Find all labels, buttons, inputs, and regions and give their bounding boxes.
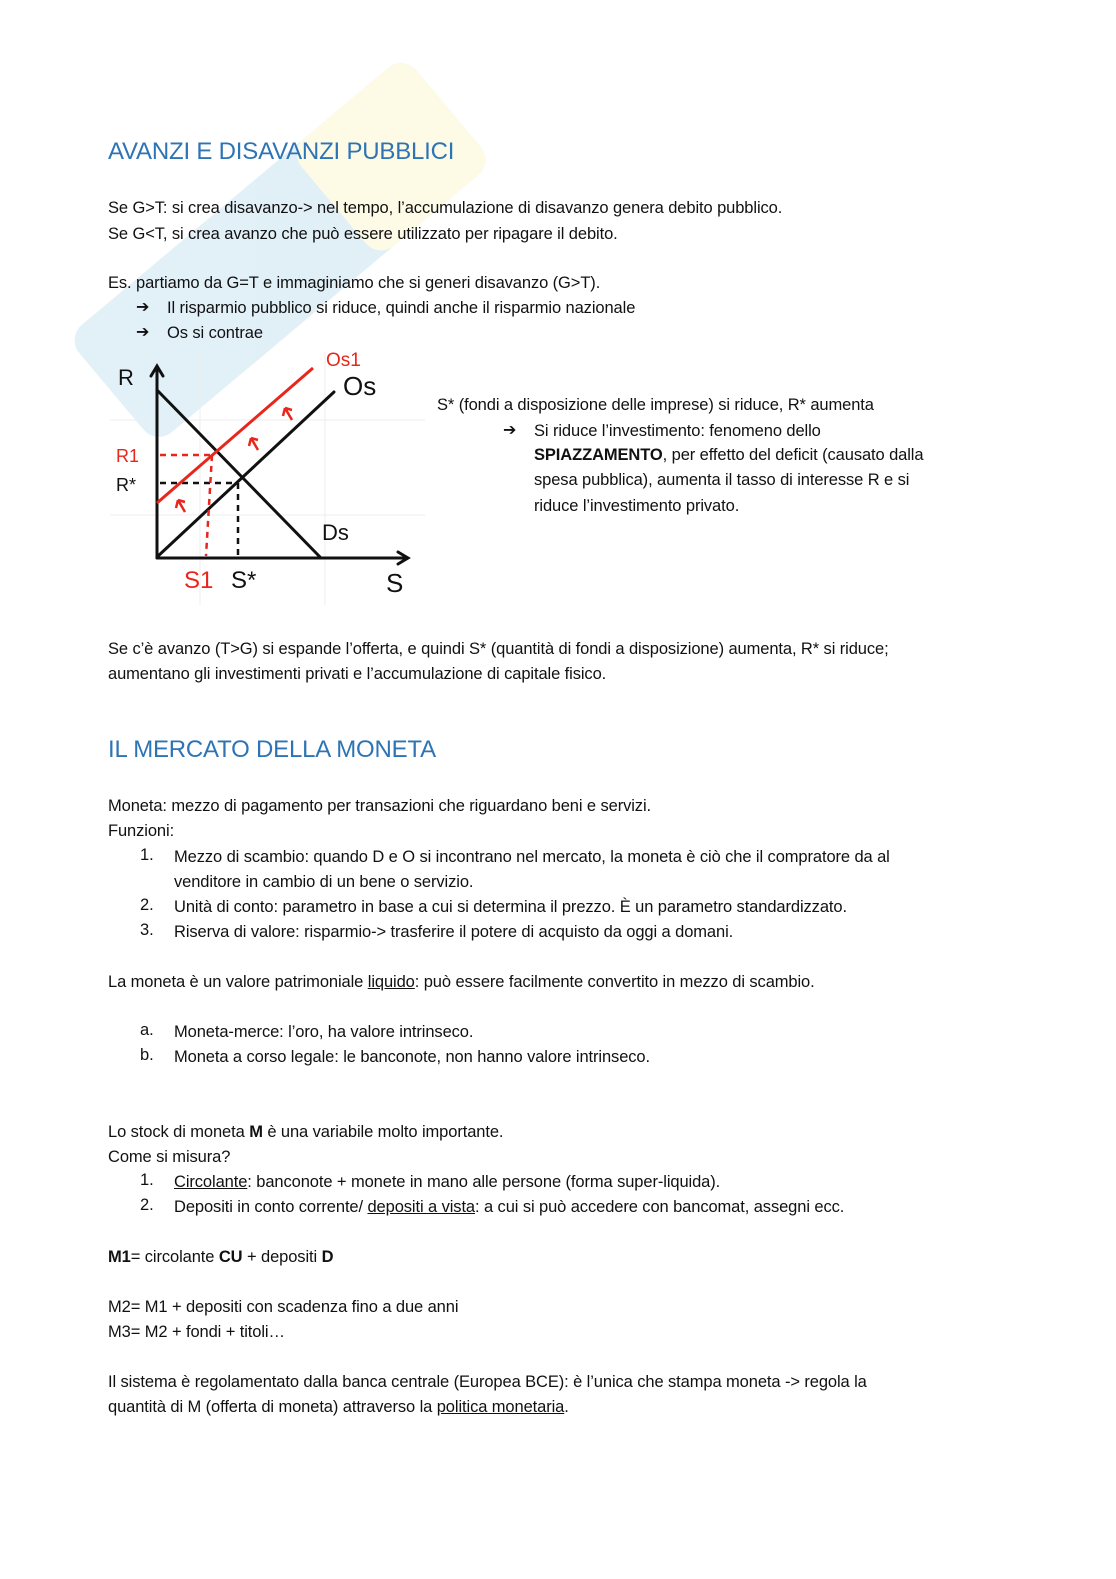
x-axis-label: S bbox=[386, 568, 404, 598]
list-item: Il risparmio pubblico si riduce, quindi anche il risparmio nazionale bbox=[167, 299, 636, 317]
list-item-line: riduce l’investimento privato. bbox=[534, 497, 740, 515]
list-item bbox=[174, 1171, 720, 1193]
underlined-term: politica monetaria bbox=[436, 1398, 565, 1416]
text: : banconote + monete in mano alle persone (forma super-liquida). bbox=[247, 1173, 721, 1191]
paragraph: Il sistema è regolamentato dalla banca centrale (Europea BCE): è l’unica che stampa moneta -> regola la bbox=[108, 1373, 867, 1391]
section-title-avanzi: AVANZI E DISAVANZI PUBBLICI bbox=[108, 138, 455, 165]
underlined-term: Circolante bbox=[174, 1173, 248, 1191]
text: = circolante bbox=[130, 1248, 219, 1266]
supply-label: Os bbox=[343, 371, 377, 401]
bold-term: D bbox=[321, 1248, 334, 1266]
text: Depositi in conto corrente/ bbox=[174, 1198, 368, 1216]
bold-term: M bbox=[249, 1123, 263, 1141]
paragraph bbox=[108, 1121, 503, 1143]
arrow-bullet-icon: ➔ bbox=[136, 299, 150, 316]
text: : può essere facilmente convertito in mezzo di scambio. bbox=[414, 973, 815, 991]
s1-label: S1 bbox=[184, 567, 214, 594]
bold-term: SPIAZZAMENTO bbox=[534, 446, 663, 464]
text: quantità di M (offerta di moneta) attraverso la bbox=[108, 1398, 437, 1416]
paragraph: Funzioni: bbox=[108, 822, 175, 840]
list-number: 2. bbox=[140, 896, 154, 914]
formula-m1 bbox=[108, 1246, 333, 1268]
list-letter: a. bbox=[140, 1021, 154, 1039]
list-item-line: venditore in cambio di un bene o servizio. bbox=[174, 873, 474, 891]
list-item: Moneta a corso legale: le banconote, non hanno valore intrinseco. bbox=[174, 1048, 650, 1066]
text: . bbox=[564, 1398, 569, 1416]
text: è una variabile molto importante. bbox=[262, 1123, 504, 1141]
formula-m3: M3= M2 + fondi + titoli… bbox=[108, 1323, 285, 1341]
supply-new-label: Os1 bbox=[326, 350, 361, 371]
list-item bbox=[174, 1196, 844, 1218]
underlined-term: depositi a vista bbox=[367, 1198, 476, 1216]
paragraph bbox=[108, 971, 815, 993]
list-number: 2. bbox=[140, 1196, 154, 1214]
x-axis bbox=[157, 552, 408, 564]
text: + depositi bbox=[242, 1248, 322, 1266]
shift-arrows bbox=[176, 408, 292, 512]
text: Lo stock di moneta bbox=[108, 1123, 250, 1141]
list-letter: b. bbox=[140, 1046, 154, 1064]
list-item: Moneta-merce: l’oro, ha valore intrinseco. bbox=[174, 1023, 474, 1041]
y-axis-label: R bbox=[118, 365, 134, 390]
paragraph: Moneta: mezzo di pagamento per transazioni che riguardano beni e servizi. bbox=[108, 797, 652, 815]
loanable-funds-diagram bbox=[108, 348, 428, 606]
arrow-bullet-icon: ➔ bbox=[503, 422, 517, 439]
section-title-moneta: IL MERCATO DELLA MONETA bbox=[108, 736, 436, 763]
paragraph: Se G>T: si crea disavanzo-> nel tempo, l’accumulazione di disavanzo genera debito pubblico. bbox=[108, 199, 783, 217]
list-item: Mezzo di scambio: quando D e O si incontrano nel mercato, la moneta è ciò che il compratore da al bbox=[174, 848, 890, 866]
text: La moneta è un valore patrimoniale bbox=[108, 973, 368, 991]
paragraph: Se G<T, si crea avanzo che può essere utilizzato per ripagare il debito. bbox=[108, 225, 618, 243]
bold-term: M1 bbox=[108, 1248, 131, 1266]
text: : a cui si può accedere con bancomat, assegni ecc. bbox=[475, 1198, 845, 1216]
formula-m2: M2= M1 + depositi con scadenza fino a due anni bbox=[108, 1298, 459, 1316]
list-item: Si riduce l’investimento: fenomeno dello bbox=[534, 422, 821, 440]
list-item: Unità di conto: parametro in base a cui si determina il prezzo. È un parametro standardizzato. bbox=[174, 898, 847, 916]
paragraph: S* (fondi a disposizione delle imprese) si riduce, R* aumenta bbox=[437, 396, 874, 414]
paragraph: Se c’è avanzo (T>G) si espande l’offerta, e quindi S* (quantità di fondi a disposizione) aumenta, R* si riduce; bbox=[108, 640, 889, 658]
paragraph: aumentano gli investimenti privati e l’accumulazione di capitale fisico. bbox=[108, 665, 607, 683]
list-item: Riserva di valore: risparmio-> trasferire il potere di acquisto da oggi a domani. bbox=[174, 923, 734, 941]
bold-term: CU bbox=[218, 1248, 243, 1266]
underlined-term: liquido bbox=[367, 973, 415, 991]
list-number: 1. bbox=[140, 846, 154, 864]
list-number: 3. bbox=[140, 921, 154, 939]
list-number: 1. bbox=[140, 1171, 154, 1189]
r1-label: R1 bbox=[116, 446, 140, 466]
list-item: Os si contrae bbox=[167, 324, 263, 342]
text: , per effetto del deficit (causato dalla bbox=[662, 446, 924, 464]
paragraph: Come si misura? bbox=[108, 1148, 231, 1166]
r-star-label: R* bbox=[116, 475, 137, 495]
demand-label: Ds bbox=[322, 520, 349, 545]
paragraph bbox=[108, 1396, 569, 1418]
arrow-bullet-icon: ➔ bbox=[136, 324, 150, 341]
s-star-label: S* bbox=[231, 567, 257, 594]
list-item-line: spesa pubblica), aumenta il tasso di interesse R e si bbox=[534, 471, 910, 489]
list-item-line bbox=[534, 444, 923, 466]
paragraph: Es. partiamo da G=T e immaginiamo che si generi disavanzo (G>T). bbox=[108, 274, 601, 292]
